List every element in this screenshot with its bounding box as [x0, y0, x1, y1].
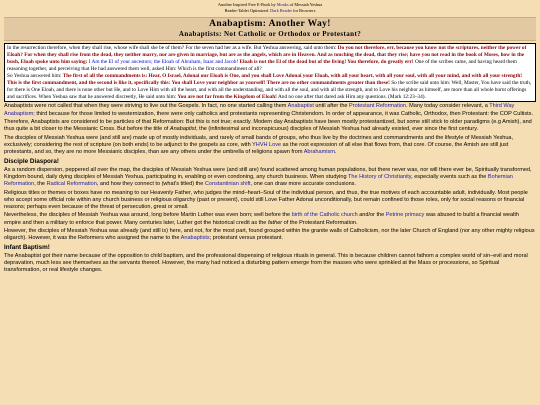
anabaptist-link[interactable]: Anabaptist [287, 103, 314, 110]
paragraph: Religious titles or themes or boxes have no meaning to our Heavenly Father, who judges the mind–heart–Soul of the individual person, and thus, the true motives of each accountable adult, individually. Most people who accept some official role within any church business or religious oligarchy (past or present), could still Love Father Adonai unconditionally, but remain confined to those roles, only for social reasons or financial reasons; perhaps even because of the threat of persecution, great or small. [4, 189, 528, 210]
quote-words-of-yeshua: Do you not therefore, err, because you know not the scriptures, neither the power of Eloah? For when they shall rise from the dead, they neither marry, nor are given in marriage, but are as the angels, which are in Heaven. And as touching the dead, that they rise; have you not read in the book of Moses, how in the bush, Eloah spoke unto him saying: [7, 45, 527, 65]
top-note-text: of Messiah Yeshua [288, 2, 323, 7]
top-note-text: for Browsers [292, 7, 316, 13]
paragraph [4, 212, 536, 226]
top-note-text: Another Inspired Free E-Book by [217, 2, 277, 7]
quote-words-of-yeshua: The first of all the commandments is: Hear, O Israel, Adonai our Eloah is One, and you shall Love Adonai your Eloah, with all your heart, with all your soul, with all your mind, and with all your strength! This is the first commandment, and the second is like it, specifically this: You shall Love your neighbor as yourself! There are no other commandments greater than these! [7, 72, 523, 86]
yhvh-love-link[interactable]: YHVH Love [252, 142, 282, 148]
anabaptists-link[interactable]: Anabaptists [180, 235, 210, 242]
quote-text: And no one after that dared ask Him any questions. (Mark 12:23–34). [276, 93, 426, 100]
birth-of-catholic-church-link[interactable]: birth of the Catholic church [291, 212, 358, 219]
top-note [0, 0, 540, 13]
paragraph-text: as the root expression of all else that flows from, that core. Of course, the Amish are still just protestants, and so, they are no more Messianic disciples, than are any others under the umbrella of religions spawn from [4, 142, 509, 156]
paragraph-text: ; third because for those limited to westernization, there were only catholics and protestants representing Christendom. In order of appearance, it was Catholic, Orthodox, then Protestant: the COP Cultists. [33, 110, 533, 117]
radical-reformation-link[interactable]: Radical Reformation [46, 181, 97, 188]
constantinian-shift-link[interactable]: Constantinian shift [204, 181, 251, 188]
paragraph-text: Nevertheless, the disciples of Messiah Yeshua was around, long before Martin Luther was even born; well before the [4, 212, 292, 219]
paragraph-text: The disciples of Messiah Yeshua were (and still are) made up of mostly individuals, and rarely of small bands of groups, who thus live by the doctrines and commandments and the lifestyle of Messiah Yeshua, exclusively; considering the rest of scripture (on both ends) to be adjunct to the gospels as core, with [4, 134, 514, 148]
section-heading-infant-baptism: Infant Baptism! [4, 243, 50, 251]
abrahamism-link[interactable]: Abrahamism [303, 149, 335, 156]
paragraph [4, 103, 536, 117]
paragraph-text: was abused to build a financial wealth empire and then a military to enforce that power. Many centuries later, Luther got the historical credit as the [4, 212, 519, 226]
paragraph-text: of the Protestant Reformation. [282, 219, 358, 226]
bohemian-reformation-link[interactable]: Bohemian Reformation [4, 173, 513, 188]
paragraph: The Anabaptist got their name because of the opposition to child baptism, and the professional dispensing of religious rituals in general. This is because children cannot fathom a complex world of sin–evil and moral depravation, much less see themselves as the servants thereof. However, the many had noticed a disturbing pattern emerge from the masses who were sprinkled at the Mass or processions, so Spiritual transformation, or real lifestyle changes. [4, 252, 528, 274]
quote-old-testament: I Am the El of your ancestors; the Eloah of Abraham, Isaac and Jacob! [88, 59, 239, 65]
paragraph [4, 135, 536, 156]
paragraph [4, 119, 536, 133]
top-note-line2 [0, 8, 540, 14]
paragraph-text: , and how they connect to (what's titled) the [96, 181, 205, 188]
petrine-primacy-link[interactable]: Petrine primacy [385, 212, 425, 219]
emphasis-text: father [267, 219, 283, 226]
history-of-christianity-link[interactable]: The History of Christianity [348, 173, 412, 180]
paragraph-text: and/or the [357, 212, 386, 219]
paragraph-text: Anabaptists were not called that when they were striving to live out the Gospels. In fact, no one started calling them [4, 103, 288, 110]
title-banner [4, 17, 536, 41]
paragraph-text: . [334, 149, 337, 156]
paragraph [4, 228, 536, 242]
paragraph [4, 167, 536, 188]
third-way-anabaptism-link[interactable]: Third Way Anabaptism [4, 103, 515, 117]
protestant-reformation-link[interactable]: Protestant Reformation [349, 103, 407, 110]
quote-words-of-yeshua: You are not far from the Kingdom of Eloah! [177, 93, 277, 100]
page-subtitle: Anabaptists: Not Catholic or Orthodox or Protestant? [178, 30, 362, 39]
dark-reader-link[interactable]: Dark Reader [270, 7, 292, 13]
quote-text: So the scribe said unto him: Well, Master, You have said the truth, for there is One Eloah, and there is none other but He, and to Love Him with all the heart, and with all the understanding, and with all the soul, and with all the strength, and to Love his neighbor as himself, are more than all whole burnt offerings and sacrifices. When Yeshua saw that he answered discreetly, He said unto him: [7, 79, 532, 100]
quote-text: In the resurrection therefore, when they shall rise, whose wife shall she be of them? For the seven had her as a wife. But Yeshua answering, said unto them: [7, 45, 338, 52]
top-note-text: Reader-Tablet Optimized. [224, 7, 271, 13]
quote-text: So Yeshua answered him: [7, 72, 63, 79]
emphasis-text: Anabaptist [169, 126, 197, 133]
paragraph-text: As a random dispersion, peppered all over the map, the disciples of Messiah Yeshua were (and still are) found scattered among human populations, but there never was, nor will there ever be, Spiritually transformed, Kingdom bound, daily dying disciples of Messiah Yeshua, participating in, enabling or even condoning, any church business. When studying [4, 166, 532, 180]
scripture-quote-box [4, 43, 536, 102]
paragraph-text: However, the disciples of Messiah Yeshua was already (and still is) here, and not, for the most part, found grouped within the granite walls of Catholicism, nor the later Church of England (nor any other mighty religious oligarch). However, it was the Reformers who assigned the name to the [4, 228, 535, 242]
page-title: Anabaptism: Another Way! [209, 19, 331, 30]
monks-link[interactable]: Monks [276, 2, 289, 7]
paragraph-text: until after the [313, 103, 350, 110]
paragraph-text: . Many today consider relevant, a [406, 103, 490, 110]
paragraph-text: , especially events such as the [411, 173, 488, 180]
article-body [4, 103, 536, 274]
paragraph-text: ; protestant versus protestant. [209, 235, 284, 242]
paragraph-text: Therefore, Anabaptists are considered to be particles of that Reformation: But this is not true; exactly. Modern day Anabaptists have been mostly protestantized, but some still stick to older paradigms (e.g Amish), and thus quite a bit closer to the Messianic Cross. But before the title of [4, 119, 532, 133]
section-heading-disciple-diaspora: Disciple Diaspora! [4, 157, 59, 165]
paragraph-text: , one can draw more accurate conclusions. [250, 181, 356, 188]
paragraph-text: , the (infinitesimal and inconspicuous) disciples of Messiah Yeshua had already existed, ever since the first century. [196, 126, 479, 133]
paragraph-text: , the [34, 181, 47, 188]
quote-words-of-yeshua: Eloah is not the El of the dead but of the living! You therefore, do greatly err! [238, 59, 414, 65]
quote-text: One of the scribes came, and having heard them reasoning together, and perceiving that He had answered them well, asked Him: Which is the first commandment of all? [7, 59, 517, 72]
